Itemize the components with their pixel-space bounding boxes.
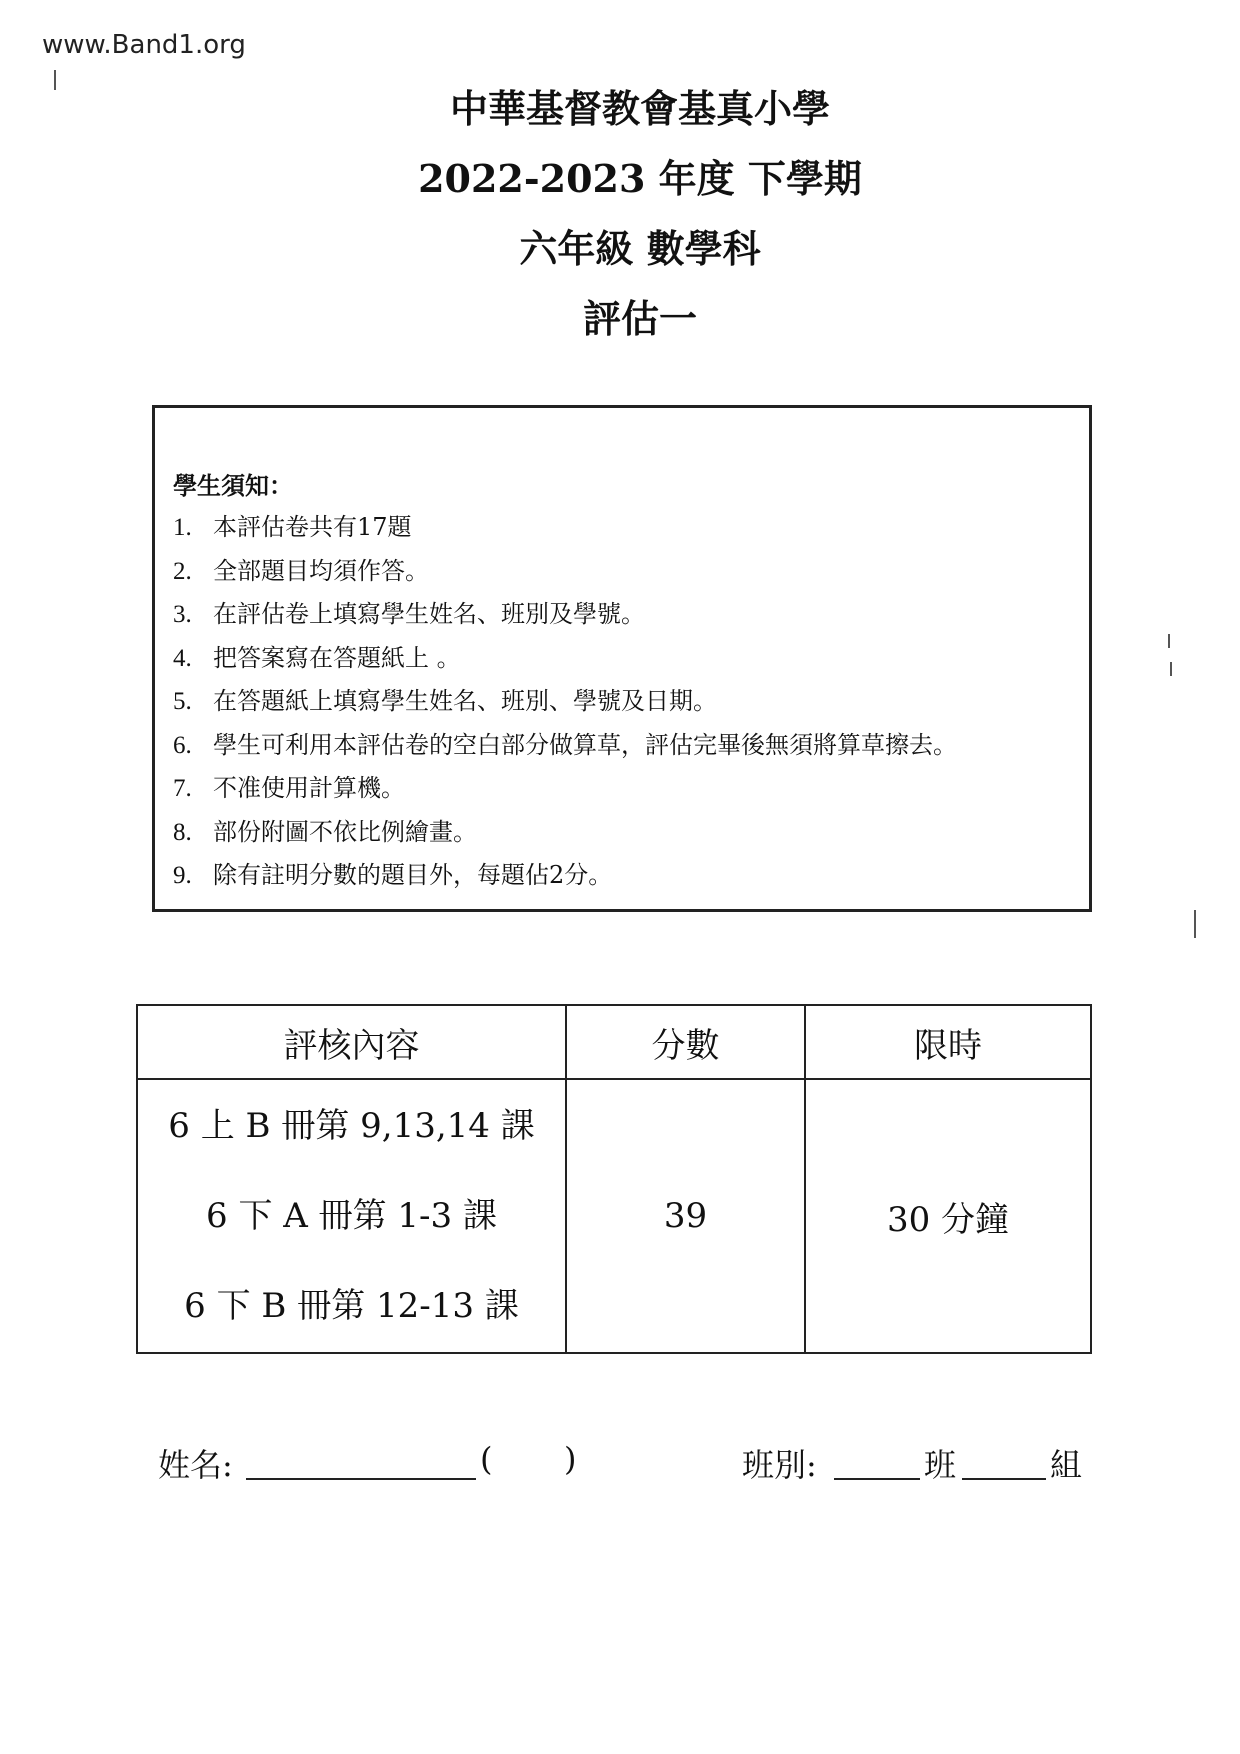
instruction-item: 3. 在評估卷上填寫學生姓名、班別及學號。: [173, 600, 645, 628]
content-line: 6 下 B 冊第 12-13 課: [184, 1286, 519, 1326]
header-score: 分數: [566, 1005, 805, 1079]
instruction-item: 2. 全部題目均須作答。: [173, 556, 429, 585]
class-unit-label: 班: [924, 1446, 957, 1484]
instruction-item: 5. 在答題紙上填寫學生姓名、班別、學號及日期。: [173, 687, 717, 715]
scan-mark: [1194, 910, 1196, 938]
scan-mark: [54, 70, 56, 90]
score-cell: 39: [566, 1079, 805, 1353]
scan-mark: [1170, 662, 1172, 676]
instruction-item: 7. 不准使用計算機。: [173, 774, 405, 802]
watermark-url: www.Band1.org: [42, 30, 246, 60]
student-number-paren-open: (: [480, 1440, 493, 1478]
content-line: 6 上 B 冊第 9,13,14 課: [168, 1106, 535, 1146]
instructions-title: 學生須知：: [173, 471, 293, 500]
instruction-item: 6. 學生可利用本評估卷的空白部分做算草，評估完畢後無須將算草擦去。: [173, 730, 957, 759]
instruction-item: 1. 本評估卷共有17題: [173, 513, 412, 541]
header-time-limit: 限時: [805, 1005, 1091, 1079]
document-header: [0, 86, 1240, 341]
name-field[interactable]: [246, 1478, 476, 1480]
assessment-info-table: [136, 1004, 1092, 1354]
time-limit-cell: 30 分鐘: [805, 1079, 1091, 1353]
instruction-item: 4. 把答案寫在答題紙上 。: [173, 643, 461, 672]
content-line: 6 下 A 冊第 1-3 課: [206, 1196, 497, 1236]
assessment-title: 評估一: [582, 296, 697, 341]
group-field[interactable]: [962, 1478, 1046, 1480]
grade-subject: 六年級 數學科: [519, 226, 761, 271]
group-unit-label: 組: [1050, 1446, 1083, 1484]
table-row: [137, 1079, 1091, 1353]
student-number-paren-close: ): [564, 1440, 577, 1478]
academic-year: 2022-2023 年度 下學期: [418, 156, 862, 201]
instruction-item: 8. 部份附圖不依比例繪畫。: [173, 817, 477, 846]
scan-mark: [1168, 634, 1170, 648]
class-label: 班別:: [742, 1446, 817, 1484]
school-name: 中華基督教會基真小學: [449, 86, 830, 131]
header-content: 評核內容: [137, 1005, 566, 1079]
instruction-item: 9. 除有註明分數的題目外，每題佔2分。: [173, 861, 613, 889]
table-header-row: [137, 1005, 1091, 1079]
student-instructions-box: [152, 405, 1092, 912]
instructions-list: [173, 510, 957, 902]
class-field[interactable]: [834, 1478, 920, 1480]
name-label: 姓名:: [158, 1446, 233, 1484]
assessment-content-cell: [137, 1079, 566, 1353]
